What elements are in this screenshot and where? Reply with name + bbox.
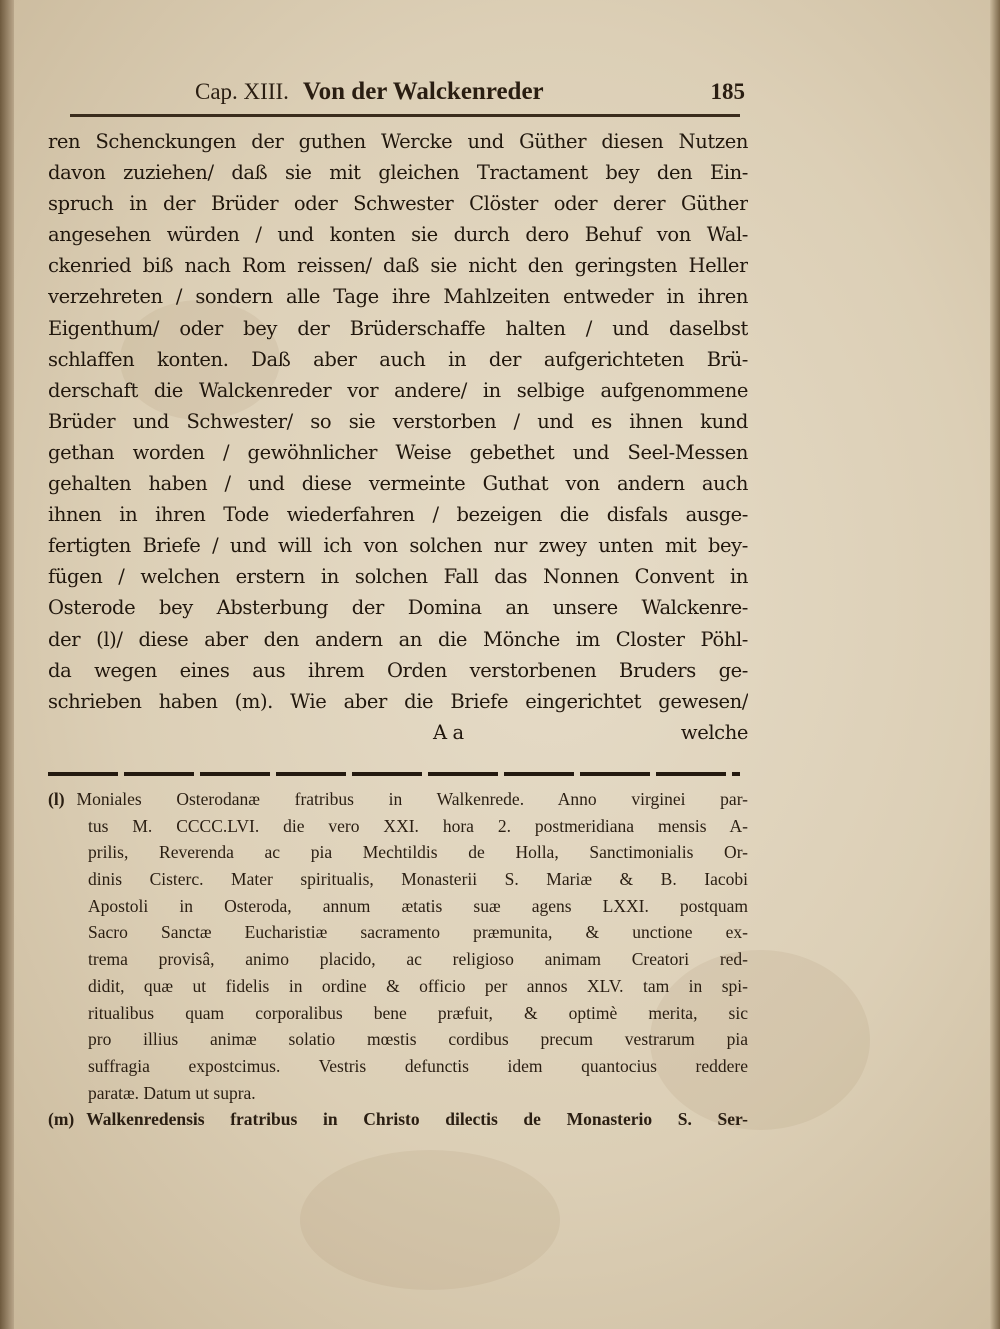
text-line: derschaft die Walckenreder vor andere/ in selbige aufgenommene [48,378,748,402]
main-text [48,126,748,748]
signature-mark: A a [433,720,464,744]
text-line: fügen / welchen erstern in solchen Fall das Nonnen Convent in [48,565,748,589]
text-line: ihnen in ihren Tode wiederfahren / bezeigen die disfals ausge- [48,503,748,527]
running-header [195,78,745,118]
footnote-line: paratæ. Datum ut supra. [88,1082,256,1103]
catchword: welche [680,720,748,744]
footnote-text: Walkenredensis fratribus in Christo dilectis de Monasterio S. Ser- [86,1109,748,1130]
footnote-line: prilis, Reverenda ac pia Mechtildis de Holla, Sanctimonialis Or- [88,842,748,863]
footnote-line: Apostoli in Osteroda, annum ætatis suæ agens LXXI. postquam [88,895,748,916]
footnote-line: dinis Cisterc. Mater spiritualis, Monasterii S. Mariæ & B. Iacobi [88,869,748,890]
text-line: fertigten Briefe / und will ich von solchen nur zwey unten mit bey- [48,534,748,558]
footnote-line: trema provisâ, animo placido, ac religioso animam Creatori red- [88,949,748,970]
text-line: verzehreten / sondern alle Tage ihre Mahlzeiten entweder in ihren [48,285,748,309]
footnote-line [48,786,748,813]
footnote-line [48,1106,748,1133]
text-line: Brüder und Schwester/ so sie verstorben / und es ihnen kund [48,409,748,433]
text-line: gehalten haben / und diese vermeinte Guthat von andern auch [48,472,748,496]
page-number: 185 [710,79,745,104]
text-line: gethan worden / gewöhnlicher Weise gebethet und Seel-Messen [48,440,748,464]
footnote-rule [48,772,740,776]
page-edge [990,0,1000,1329]
footnote-marker: (m) [48,1109,75,1130]
footnote-l [48,786,748,1106]
text-line: Eigenthum/ oder bey der Brüderschaffe halten / und daselbst [48,316,748,340]
footnote-line: ritualibus quam corporalibus bene præfuit, & optimè merita, sic [88,1002,748,1023]
chapter-label: Cap. XIII. [195,79,289,104]
text-line: schlaffen konten. Daß aber auch in der aufgerichteten Brü- [48,347,748,371]
footnotes [48,786,748,1133]
page-gutter [0,0,14,1329]
footnote-line: pro illius animæ solatio mœstis cordibus precum vestrarum pia [88,1029,748,1050]
footnote-line: suffragia expostcimus. Vestris defunctis idem quantocius reddere [88,1055,748,1076]
footnote-line: didit, quæ ut fidelis in ordine & officio per annos XLV. tam in spi- [88,975,748,996]
footnote-marker: (l) [48,789,65,809]
text-line: da wegen eines aus ihrem Orden verstorbenen Bruders ge- [48,658,748,682]
text-line: davon zuziehen/ daß sie mit gleichen Tractament bey den Ein- [48,161,748,185]
paper-stain [300,1150,560,1290]
text-line: angesehen würden / und konten sie durch dero Behuf von Wal- [48,223,748,247]
text-line: ckenried biß nach Rom reissen/ daß sie nicht den geringsten Heller [48,254,748,278]
footnote-line: tus M. CCCC.LVI. die vero XXI. hora 2. postmeridiana mensis A- [88,815,748,836]
text-line: schrieben haben (m). Wie aber die Briefe eingerichtet gewesen/ [48,689,748,713]
running-title: Von der Walckenreder [302,78,544,105]
header-rule [70,114,740,117]
catchword-line [48,717,748,748]
text-line: der (l)/ diese aber den andern an die Mönche im Closter Pöhl- [48,627,748,651]
text-line: ren Schenckungen der guthen Wercke und Güther diesen Nutzen [48,130,748,153]
footnote-text: Moniales Osterodanæ fratribus in Walkenrede. Anno virginei par- [76,789,748,809]
footnote-m [48,1106,748,1133]
footnote-line: Sacro Sanctæ Eucharistiæ sacramento præmunita, & unctione ex- [88,922,748,943]
text-line: spruch in der Brüder oder Schwester Clöster oder derer Güther [48,192,748,216]
text-line: Osterode bey Absterbung der Domina an unsere Walckenre- [48,596,748,620]
